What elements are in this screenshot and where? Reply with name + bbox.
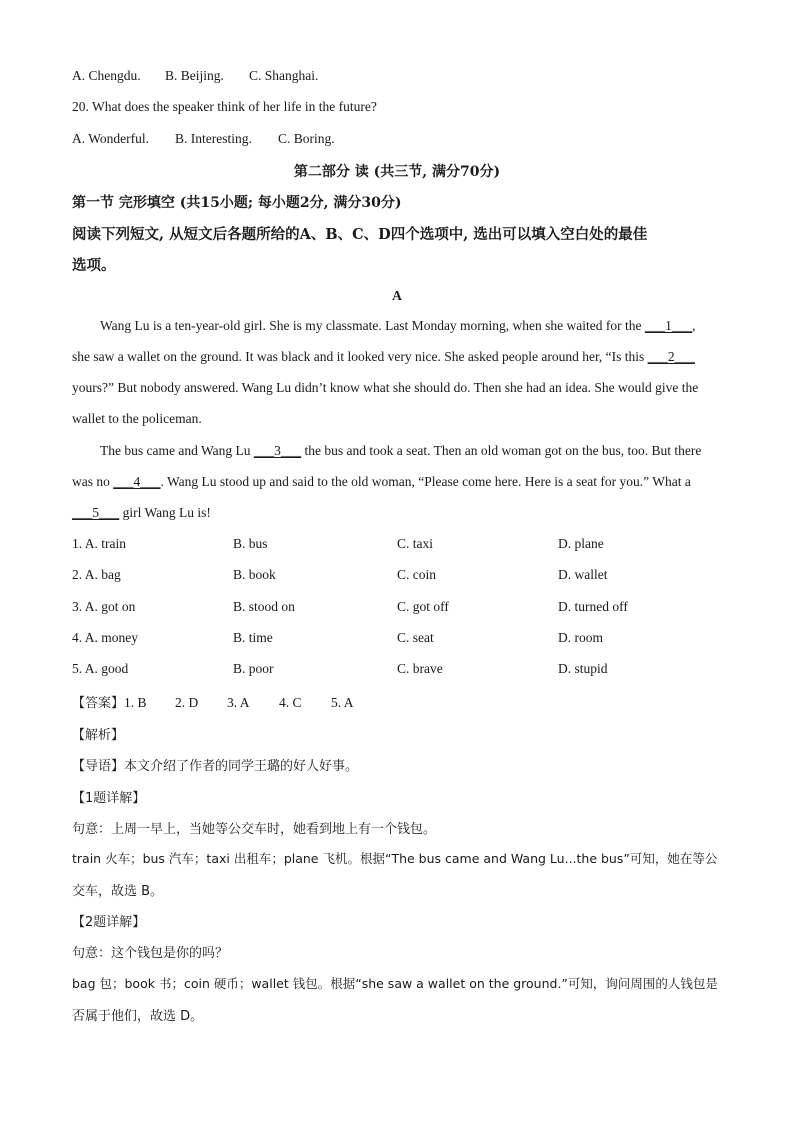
q5-option-c: C. brave (397, 661, 443, 676)
q19-option-a: A. Chengdu. (72, 68, 141, 83)
q1-meaning: 句意：上周一早上，当她等公交车时，她看到地上有一个钱包。 (72, 822, 437, 837)
q3-option-b: B. stood on (233, 599, 295, 614)
passage-p1-line1 (100, 318, 696, 334)
answer-item: 3. A (227, 695, 250, 710)
q1-detail-title: 【1题详解】 (72, 791, 146, 806)
q20-option-b: B. Interesting. (175, 131, 252, 146)
passage-p2-line1 (100, 443, 701, 459)
q4-option-b: B. time (233, 630, 273, 645)
blank-3: ___3___ (253, 443, 302, 458)
q2-meaning: 句意：这个钱包是你的吗？ (72, 946, 229, 961)
q1-option-b: B. bus (233, 536, 268, 551)
analysis-label: 【解析】 (72, 728, 125, 743)
passage-text: the bus and took a seat. Then an old woman got on the bus, too. But there (301, 443, 702, 458)
answer-line (72, 692, 354, 711)
passage-text: , (692, 318, 696, 333)
answer-item: 4. C (279, 695, 302, 710)
guide-label: 【导语】 (72, 759, 125, 774)
q3-option-c: C. got off (397, 599, 449, 614)
blank-1: ___1___ (644, 318, 693, 333)
instruction-line-1: 阅读下列短文, 从短文后各题所给的A、B、C、D四个选项中, 选出可以填入空白处的最佳 (72, 226, 648, 243)
instruction-line-2: 选项。 (72, 257, 116, 274)
q1-option-c: C. taxi (397, 536, 433, 551)
question-1-options (72, 536, 722, 556)
q2-option-a: 2. A. bag (72, 567, 121, 582)
q2-detail-title: 【2题详解】 (72, 915, 146, 930)
passage-label: A (392, 288, 402, 303)
passage-p1-line4: wallet to the policeman. (72, 411, 202, 426)
passage-p1-line3: yours?” But nobody answered. Wang Lu didn’t know what she should do. Then she had an idea. She would give the (72, 380, 699, 395)
blank-2: ___2___ (647, 349, 695, 364)
question-5-options (72, 661, 722, 681)
q5-option-b: B. poor (233, 661, 274, 676)
guide-line (72, 755, 358, 774)
passage-text: . Wang Lu stood up and said to the old woman, “Please come here. Here is a seat for you.” What a (160, 474, 691, 489)
q1-option-a: 1. A. train (72, 536, 126, 551)
blank-5: ___5___ (72, 505, 120, 520)
q1-option-d: D. plane (558, 536, 604, 551)
q4-option-c: C. seat (397, 630, 434, 645)
passage-text: was no (72, 474, 114, 489)
q3-option-d: D. turned off (558, 599, 628, 614)
q20-question: 20. What does the speaker think of her life in the future? (72, 99, 377, 114)
q5-option-d: D. stupid (558, 661, 608, 676)
q2-option-b: B. book (233, 567, 276, 582)
question-2-options (72, 567, 722, 587)
guide-text: 本文介绍了作者的同学王璐的好人好事。 (124, 759, 359, 774)
q2-option-c: C. coin (397, 567, 436, 582)
passage-p2-line2 (72, 474, 691, 490)
passage-p1-line2 (72, 349, 695, 365)
answer-item: 2. D (175, 695, 199, 710)
q3-option-a: 3. A. got on (72, 599, 136, 614)
q20-option-c: C. Boring. (278, 131, 335, 146)
section1-heading: 第一节 完形填空 (共15小题; 每小题2分, 满分30分) (72, 195, 402, 211)
passage-text: she saw a wallet on the ground. It was black and it looked very nice. She asked people around her, “Is this (72, 349, 648, 364)
passage-text: The bus came and Wang Lu (100, 443, 254, 458)
q4-option-a: 4. A. money (72, 630, 138, 645)
question-3-options (72, 599, 722, 619)
q20-options (72, 131, 335, 147)
answer-item: 5. A (331, 695, 354, 710)
q5-option-a: 5. A. good (72, 661, 129, 676)
question-4-options (72, 630, 722, 650)
q2-detail-line2: 否属于他们，故选 D。 (72, 1009, 204, 1024)
passage-text: girl Wang Lu is! (119, 505, 211, 520)
q2-option-d: D. wallet (558, 567, 608, 582)
answer-item: 1. B (124, 695, 147, 710)
q19-options (72, 68, 318, 84)
q20-option-a: A. Wonderful. (72, 131, 150, 146)
part2-title: 第二部分 读 (共三节, 满分70分) (293, 164, 501, 180)
passage-text: Wang Lu is a ten-year-old girl. She is my classmate. Last Monday morning, when she waited for the (100, 318, 645, 333)
q19-option-c: C. Shanghai. (249, 68, 319, 83)
q4-option-d: D. room (558, 630, 603, 645)
q1-detail-line1: train 火车；bus 汽车；taxi 出租车；plane 飞机。根据“The bus came and Wang Lu...the bus”可知，她在等公 (72, 851, 718, 866)
answer-label: 【答案】 (72, 696, 125, 711)
q2-detail-line1: bag 包；book 书；coin 硬币；wallet 钱包。根据“she saw a wallet on the ground.”可知，询问周围的人钱包是 (72, 976, 718, 991)
q1-detail-line2: 交车，故选 B。 (72, 884, 164, 899)
blank-4: ___4___ (113, 474, 161, 489)
passage-p2-line3 (72, 505, 211, 521)
q19-option-b: B. Beijing. (165, 68, 224, 83)
